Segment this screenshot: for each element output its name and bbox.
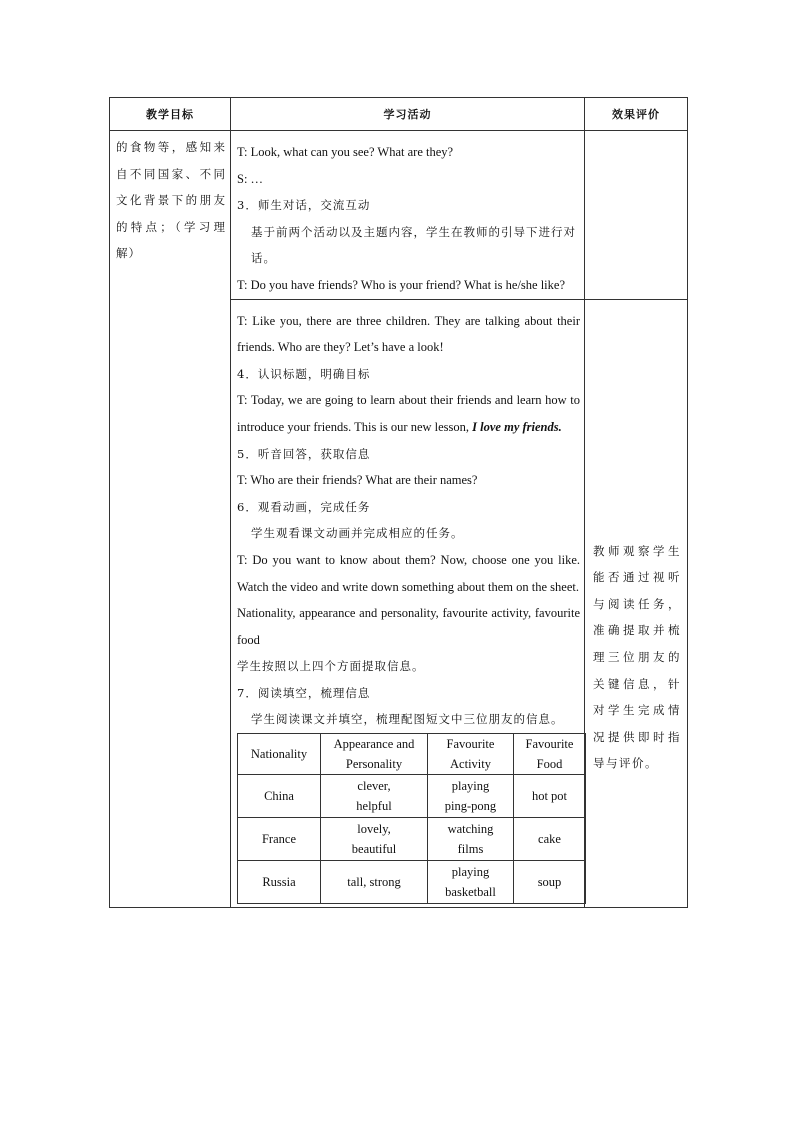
th-text: Food: [536, 757, 563, 772]
step-heading: 6．观看动画，完成任务: [237, 499, 371, 514]
evaluation-cell-2: 教师观察学生能否通过视听与阅读任务，准确提取并梳理三位朋友的关键信息，针对学生完成情况提供即时指导与评价。: [585, 299, 688, 908]
activity-line: T: Look, what can you see? What are they?: [237, 145, 454, 159]
cell-text: basketball: [445, 885, 496, 900]
th-appearance: [321, 734, 428, 775]
activity-line: Nationality, appearance and personality, favourite activity, favourite food: [237, 606, 580, 647]
activity-description: 学生按照以上四个方面提取信息。: [237, 659, 425, 674]
friends-table-header: [238, 734, 586, 775]
step-heading: 4．认识标题，明确目标: [237, 366, 371, 381]
cell-text: France: [261, 832, 296, 847]
th-text: Appearance and: [333, 737, 415, 752]
cell-text: watching: [447, 822, 494, 837]
cell-activity: [428, 775, 514, 818]
activity-line: T: Do you have friends? Who is your friend? What is he/she like?: [237, 277, 565, 292]
cell-text: films: [457, 842, 484, 857]
activity-line: T: Who are their friends? What are their names?: [237, 473, 478, 488]
activity-description: 学生观看课文动画并完成相应的任务。: [251, 526, 464, 541]
activity-line: T: Do you want to know about them? Now, choose one you like. Watch the video and write down something about them on the sheet.: [237, 552, 580, 594]
cell-activity: [428, 861, 514, 904]
cell-text: soup: [537, 875, 562, 890]
cell-nationality: [238, 818, 321, 861]
th-text: Favourite: [446, 737, 495, 752]
th-text: Personality: [345, 757, 403, 772]
th-food: [514, 734, 586, 775]
cell-nationality: [238, 775, 321, 818]
activity-line: S: …: [237, 171, 264, 186]
table-row: [238, 818, 586, 861]
cell-appearance: [321, 818, 428, 861]
cell-text: tall, strong: [347, 875, 401, 890]
activity-cell-1: [231, 131, 585, 300]
cell-text: Russia: [262, 875, 296, 890]
table-row: [238, 861, 586, 904]
activity-line: [237, 387, 580, 440]
th-text: Favourite: [525, 737, 574, 752]
header-row: [110, 98, 688, 131]
th-text: Nationality: [250, 747, 308, 762]
cell-food: [514, 861, 586, 904]
header-teaching-goal: 教学目标: [110, 98, 231, 131]
cell-text: hot pot: [531, 789, 568, 804]
teaching-goal-cell: 的食物等，感知来自不同国家、不同文化背景下的朋友的特点；（学习理解）: [110, 131, 231, 908]
table-row: [238, 775, 586, 818]
header-effect-evaluation: 效果评价: [585, 98, 688, 131]
step-heading: 5．听音回答，获取信息: [237, 446, 371, 461]
cell-text: playing: [451, 865, 490, 880]
cell-activity: [428, 818, 514, 861]
cell-food: [514, 775, 586, 818]
activity-line: T: Like you, there are three children. They are talking about their friends. Who are they? Let’s have a look!: [237, 313, 580, 355]
cell-text: cake: [538, 832, 561, 847]
header-learning-activity: 学习活动: [231, 98, 585, 131]
cell-appearance: [321, 861, 428, 904]
step-heading: 3．师生对话，交流互动: [237, 198, 371, 213]
step-heading: 7．阅读填空，梳理信息: [237, 685, 371, 700]
th-nationality: [238, 734, 321, 775]
activity-description: 基于前两个活动以及主题内容，学生在教师的引导下进行对话。: [251, 224, 576, 266]
activity-row-1: [110, 131, 688, 300]
activity-description: 学生阅读课文并填空，梳理配图短文中三位朋友的信息。: [251, 712, 564, 727]
cell-text: helpful: [356, 799, 392, 814]
th-activity: [428, 734, 514, 775]
cell-nationality: [238, 861, 321, 904]
cell-food: [514, 818, 586, 861]
lesson-plan-table: [109, 97, 688, 908]
evaluation-cell-1: [585, 131, 688, 300]
cell-text: China: [264, 789, 294, 804]
cell-text: beautiful: [351, 842, 397, 857]
cell-text: playing: [451, 779, 490, 794]
lesson-title: I love my friends.: [472, 419, 562, 434]
activity-line-text: T: Today, we are going to learn about their friends and learn how to introduce your friends. This is our new lesson,: [237, 393, 580, 434]
cell-text: ping-pong: [444, 799, 497, 814]
th-text: Activity: [450, 757, 491, 772]
cell-text: clever,: [357, 779, 391, 794]
activity-cell-2: [231, 299, 585, 908]
cell-text: lovely,: [357, 822, 391, 837]
friends-info-table: [237, 733, 586, 904]
cell-appearance: [321, 775, 428, 818]
